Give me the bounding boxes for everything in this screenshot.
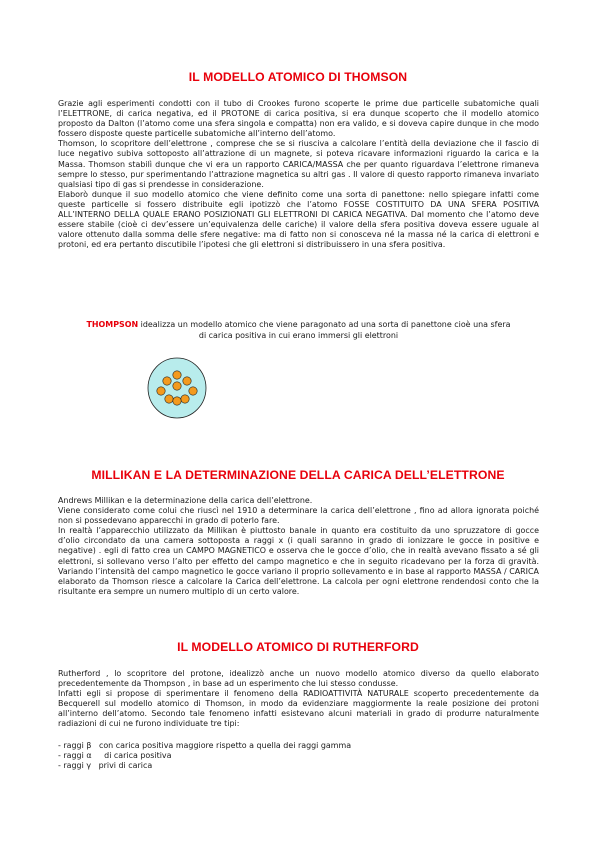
thomson-paragraph-3: Elaborò dunque il suo modello atomico che viene definito come una sorta di panettone: nello spiegare infatti come queste particelle si fossero distribuite egli ipotizzò che l’atomo FOSSE COSTITUITO DA UNA SFERA POSITIVA ALL’INTERNO DELLA QUALE ERANO POSIZIONATI GLI ELETTRONI DI CARICA NEGATIVA. Dal momento che l’atomo deve essere stabile (cioè ci dev’essere un’equivalenza delle cariche) il valore della sfera positiva doveva essere uguale al valore ottenuto dalla somma delle sfere negative: ma di fatto non si conosceva né la massa né la carica di elettroni e protoni, ed era pertanto discutibile l’ipotesi che gli elettroni si distribuissero in una sfera positiva. (58, 189, 539, 250)
millikan-body (58, 496, 539, 597)
rays-list (58, 741, 539, 771)
electron-9 (173, 397, 181, 405)
rutherford-paragraph-1: Rutherford , lo scopritore del protone, idealizzò anche un nuovo modello atomico diverso da quello elaborato precedentemente da Thompson , in base ad un esperimento che lui stesso condusse. (58, 669, 539, 689)
thomson-paragraph-1: Grazie agli esperimenti condotti con il tubo di Crookes furono scoperte le prime due particelle subatomiche quali l’ELETTRONE, di carica negativa, ed il PROTONE di carica positiva, si era dunque scoperto che il modello atomico proposto da Dalton (l’atomo come una sfera singola e compatta) non era valido, e si doveva capire dunque in che modo fossero disposte queste particelle subatomiche all’interno dell’atomo. (58, 99, 539, 139)
electron-7 (165, 395, 173, 403)
thomson-atom-diagram (145, 350, 215, 420)
thomson-note-line2: di carica positiva in cui erano immersi gli elettroni (198, 330, 399, 340)
thomson-paragraph-2: Thomson, lo scopritore dell’elettrone , comprese che se si riusciva a calcolare l’entità della deviazione che il fascio di luce negativo subiva sottoposto all’attrazione di un magnete, si poteva ricavare informazioni riguardo la carica e la Massa. Thomson stabilì dunque che vi era un rapporto CARICA/MASSA che per quanto riguardava l’elettrone rimaneva sempre lo stesso, pur sperimentando l’attrazione magnetica su altri gas . Il valore di questo rapporto rimaneva invariato qualsiasi tipo di gas si prendesse in considerazione. (58, 139, 539, 189)
thomson-note (58, 320, 539, 341)
electron-2 (163, 377, 171, 385)
electron-5 (157, 387, 165, 395)
thomson-heading: IL MODELLO ATOMICO DI THOMSON (188, 70, 408, 84)
ray-alpha: - raggi α di carica positiva (58, 751, 172, 761)
millikan-paragraph-3: In realtà l’apparecchio utilizzato da Millikan è piuttosto banale in quanto era costituito da uno spruzzatore di gocce d’olio circondato da una camera sottoposta a raggi x (i quali saranno in grado di ionizzare le gocce in positive e negative) . egli di fatto crea un CAMPO MAGNETICO e osserva che le gocce d’olio, che in realtà avevano fissato a sé gli elettroni, si sollevano verso l’alto per effetto del campo magnetico e che in seguito ricadevano per la forza di gravità. Variando l’intensità del campo magnetico le gocce variano il proprio sollevamento e in base al rapporto MASSA / CARICA elaborato da Thomson riesce a calcolare la Carica dell’elettrone. La calcola per ogni elettrone rendendosi conto che la risultante era sempre un numero multiplo di un certo valore. (58, 526, 539, 596)
electron-4 (173, 382, 181, 390)
electron-3 (183, 377, 191, 385)
millikan-paragraph-1: Andrews Millikan e la determinazione della carica dell’elettrone. (58, 496, 313, 505)
millikan-paragraph-2: Viene considerato come colui che riuscì nel 1910 a determinare la carica dell’elettrone , fino ad allora ignorata poiché non si possedevano apparecchi in grado di poterlo fare. (58, 506, 539, 526)
rutherford-body (58, 669, 539, 730)
electron-8 (181, 395, 189, 403)
electron-6 (189, 387, 197, 395)
thomson-body (58, 99, 539, 250)
thomson-note-name: THOMPSON (86, 320, 139, 329)
millikan-heading: MILLIKAN E LA DETERMINAZIONE DELLA CARICA DELL’ELETTRONE (91, 468, 505, 482)
electron-1 (173, 371, 181, 379)
ray-gamma: - raggi γ privi di carica (58, 761, 153, 771)
rutherford-paragraph-2: Infatti egli si propose di sperimentare il fenomeno della RADIOATTIVITÀ NATURALE scoperto precedentemente da Becquerell sul modello atomico di Thomson, in modo da evidenziare maggiormente la reale posizione dei protoni all’interno dell’atomo. Secondo tale fenomeno infatti esistevano alcuni materiali in grado di produrre naturalmente radiazioni di cui ne furono individuate tre tipi: (58, 689, 539, 729)
ray-beta: - raggi β con carica positiva maggiore rispetto a quella dei raggi gamma (58, 741, 352, 750)
thomson-note-line1: idealizza un modello atomico che viene paragonato ad una sorta di panettone cioè una sfera (138, 320, 511, 329)
rutherford-heading: IL MODELLO ATOMICO DI RUTHERFORD (177, 640, 419, 654)
